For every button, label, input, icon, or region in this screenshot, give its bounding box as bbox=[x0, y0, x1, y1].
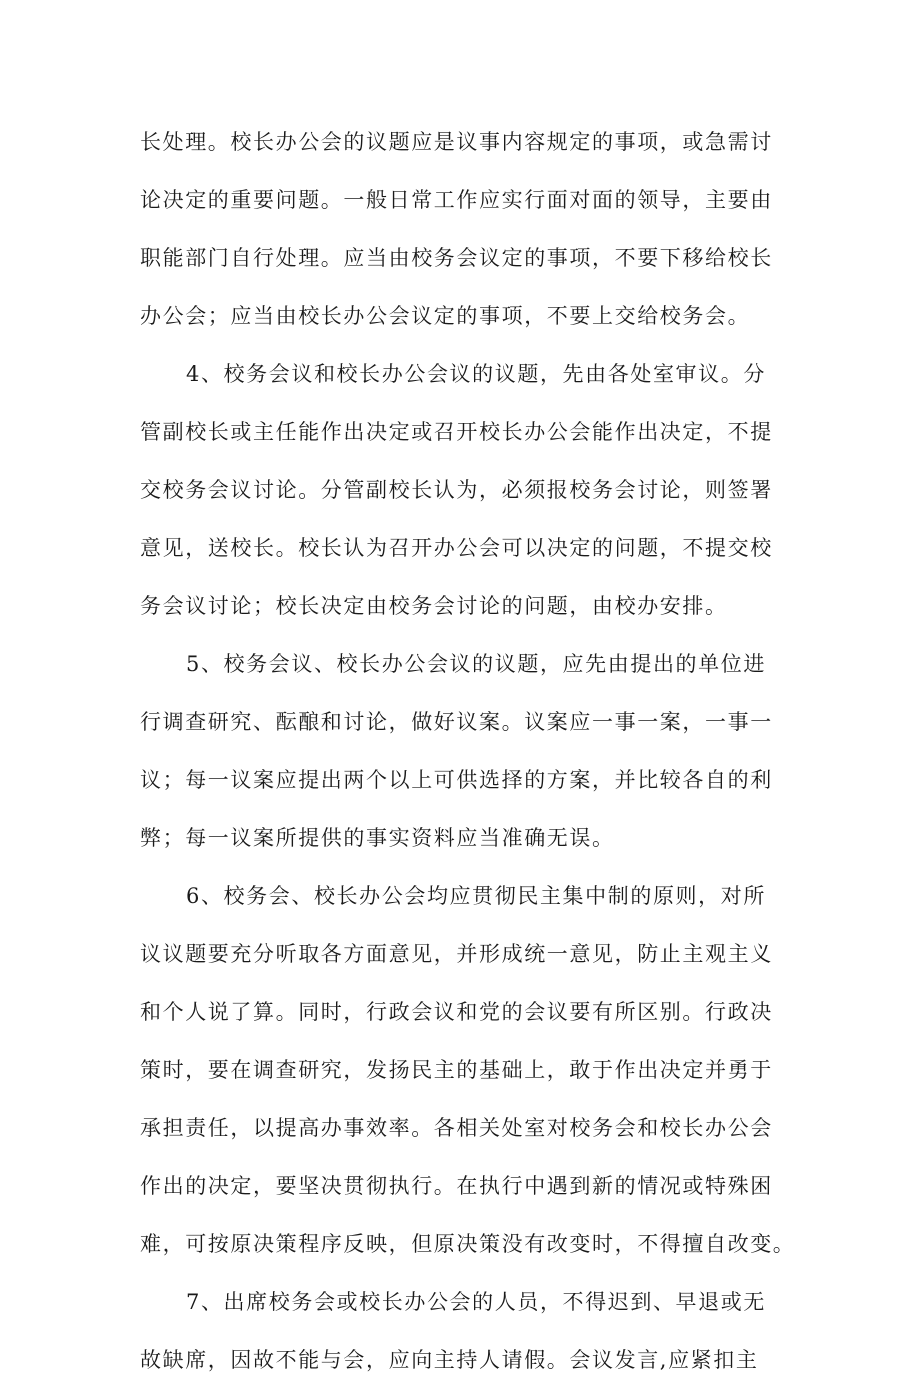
text-line: 故缺席，因故不能与会，应向主持人请假。会议发言,应紧扣主 bbox=[140, 1348, 759, 1372]
text-line: 议；每一议案应提出两个以上可供选择的方案，并比较各自的利 bbox=[140, 768, 773, 792]
text-line: 难，可按原决策程序反映，但原决策没有改变时，不得擅自改变。 bbox=[140, 1232, 796, 1256]
text-line: 和个人说了算。同时，行政会议和党的会议要有所区别。行政决 bbox=[140, 1000, 773, 1024]
text-line: 弊；每一议案所提供的事实资料应当准确无误。 bbox=[140, 826, 615, 850]
text-line: 职能部门自行处理。应当由校务会议定的事项，不要下移给校长 bbox=[140, 246, 773, 270]
text-line: 办公会；应当由校长办公会议定的事项，不要上交给校务会。 bbox=[140, 304, 751, 328]
body-text bbox=[140, 113, 796, 1389]
text-line: 作出的决定，要坚决贯彻执行。在执行中遇到新的情况或特殊困 bbox=[140, 1174, 773, 1198]
text-line: 承担责任，以提高办事效率。各相关处室对校务会和校长办公会 bbox=[140, 1116, 773, 1140]
text-line: 交校务会议讨论。分管副校长认为，必须报校务会讨论，则签署 bbox=[140, 478, 773, 502]
text-line: 务会议讨论；校长决定由校务会讨论的问题，由校办安排。 bbox=[140, 594, 728, 618]
text-line: 意见，送校长。校长认为召开办公会可以决定的问题，不提交校 bbox=[140, 536, 773, 560]
text-line: 论决定的重要问题。一般日常工作应实行面对面的领导，主要由 bbox=[140, 188, 773, 212]
text-line: 策时，要在调查研究，发扬民主的基础上，敢于作出决定并勇于 bbox=[140, 1058, 773, 1082]
text-line: 长处理。校长办公会的议题应是议事内容规定的事项，或急需讨 bbox=[140, 130, 773, 154]
text-line: 议议题要充分听取各方面意见，并形成统一意见，防止主观主义 bbox=[140, 942, 773, 966]
text-line: 行调查研究、酝酿和讨论，做好议案。议案应一事一案，一事一 bbox=[140, 710, 773, 734]
paragraph-first-line: 5、校务会议、校长办公会议的议题，应先由提出的单位进 bbox=[186, 652, 766, 676]
text-line: 管副校长或主任能作出决定或召开校长办公会能作出决定，不提 bbox=[140, 420, 773, 444]
paragraph-first-line: 6、校务会、校长办公会均应贯彻民主集中制的原则，对所 bbox=[186, 884, 766, 908]
paragraph-first-line: 7、出席校务会或校长办公会的人员，不得迟到、早退或无 bbox=[186, 1290, 766, 1314]
paragraph-first-line: 4、校务会议和校长办公会议的议题，先由各处室审议。分 bbox=[186, 362, 766, 386]
